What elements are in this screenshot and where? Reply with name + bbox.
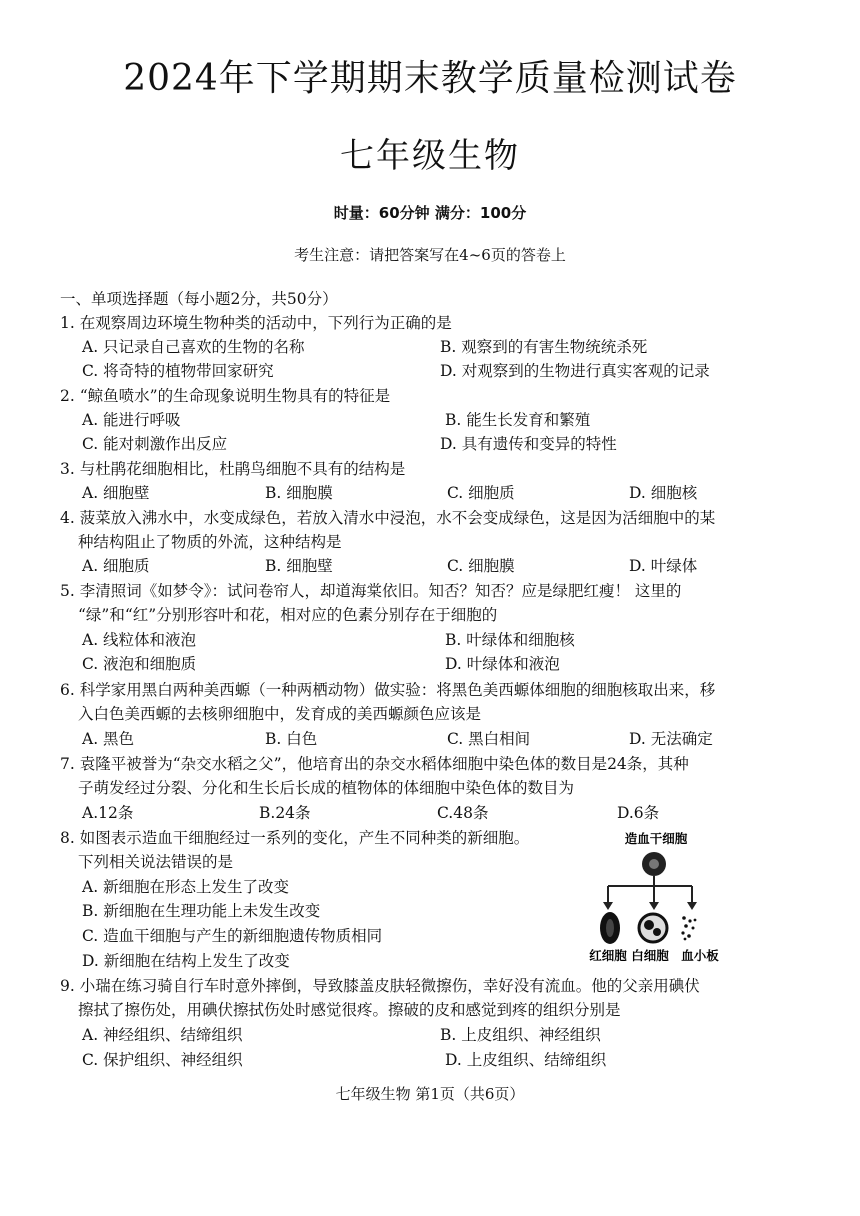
question-stem: 9. 小瑞在练习骑自行车时意外摔倒，导致膝盖皮肤轻微擦伤，幸好没有流血。他的父亲用碘伏 xyxy=(60,977,700,995)
option: C.48条 xyxy=(437,804,489,822)
time-score: 时量：60分钟 满分：100分 xyxy=(333,204,527,222)
option: B. 细胞膜 xyxy=(265,484,333,502)
white-blood-cell-nucleus xyxy=(644,920,654,930)
exam-title: 2024年下学期期末教学质量检测试卷 xyxy=(123,58,737,99)
question-stem-cont: 入白色美西螈的去核卵细胞中，发育成的美西螈颜色应该是 xyxy=(78,705,482,723)
option: A. 细胞质 xyxy=(82,557,150,575)
red-blood-cell-label: 红细胞 xyxy=(589,948,627,963)
question-stem: 6. 科学家用黑白两种美西螈（一种两栖动物）做实验：将黑色美西螈体细胞的细胞核取出来，移 xyxy=(60,681,716,699)
arrow-head-right xyxy=(687,902,697,910)
white-blood-cell-label: 白细胞 xyxy=(631,948,669,963)
question-stem: 1. 在观察周边环境生物种类的活动中，下列行为正确的是 xyxy=(60,314,452,332)
question-stem: 8. 如图表示造血干细胞经过一系列的变化，产生不同种类的新细胞。 xyxy=(60,829,530,847)
question-stem: 2. “鲸鱼喷水”的生命现象说明生物具有的特征是 xyxy=(60,387,391,405)
option: C. 能对刺激作出反应 xyxy=(82,435,228,453)
white-blood-cell-nucleus xyxy=(653,928,661,936)
option: D. 对观察到的生物进行真实客观的记录 xyxy=(440,362,710,380)
option: D. 新细胞在结构上发生了改变 xyxy=(82,952,290,970)
option: A. 能进行呼吸 xyxy=(82,411,181,429)
option: C. 保护组织、神经组织 xyxy=(82,1051,243,1069)
option: D. 叶绿体 xyxy=(629,557,698,575)
option: D.6条 xyxy=(617,804,660,822)
page-footer: 七年级生物 第1页（共6页） xyxy=(335,1085,525,1103)
stem-cell-nucleus xyxy=(649,859,659,869)
red-blood-cell-center xyxy=(606,919,614,937)
option: D. 细胞核 xyxy=(629,484,698,502)
option: A. 细胞壁 xyxy=(82,484,150,502)
option: C. 黑白相间 xyxy=(447,730,531,748)
option: B. 细胞壁 xyxy=(265,557,333,575)
notice: 考生注意：请把答案写在4~6页的答卷上 xyxy=(294,246,566,264)
option: A. 新细胞在形态上发生了改变 xyxy=(82,878,290,896)
option: A. 黑色 xyxy=(82,730,135,748)
question-stem: 3. 与杜鹃花细胞相比，杜鹃鸟细胞不具有的结构是 xyxy=(60,460,406,478)
platelet-label: 血小板 xyxy=(681,948,719,963)
option: B. 观察到的有害生物统统杀死 xyxy=(440,338,648,356)
stem-cell-label: 造血干细胞 xyxy=(624,831,688,846)
question-stem-cont: 子萌发经过分裂、分化和生长后长成的植物体的体细胞中染色体的数目为 xyxy=(78,779,575,797)
option: B. 白色 xyxy=(265,730,318,748)
option: B.24条 xyxy=(259,804,311,822)
subject-title: 七年级生物 xyxy=(340,136,520,176)
question-stem-cont: 擦拭了擦伤处，用碘伏擦拭伤处时感觉很疼。擦破的皮和感觉到疼的组织分别是 xyxy=(78,1001,621,1019)
option: D. 无法确定 xyxy=(629,730,713,748)
option: A.12条 xyxy=(82,804,134,822)
option: B. 新细胞在生理功能上未发生改变 xyxy=(82,902,321,920)
question-stem-cont: “绿”和“红”分别形容叶和花，相对应的色素分别存在于细胞的 xyxy=(78,606,498,624)
option: A. 线粒体和液泡 xyxy=(82,631,197,649)
option: B. 叶绿体和细胞核 xyxy=(445,631,575,649)
option: D. 叶绿体和液泡 xyxy=(445,655,560,673)
question-stem: 5. 李清照词《如梦令》：试问卷帘人，却道海棠依旧。知否？知否？应是绿肥红瘦！ 这里的 xyxy=(60,582,682,600)
option: D. 上皮组织、结缔组织 xyxy=(445,1051,607,1069)
option: A. 神经组织、结缔组织 xyxy=(82,1026,243,1044)
question-stem-cont: 下列相关说法错误的是 xyxy=(78,853,234,871)
option: A. 只记录自己喜欢的生物的名称 xyxy=(82,338,305,356)
section-heading: 一、单项选择题（每小题2分，共50分） xyxy=(60,290,338,308)
option: C. 造血干细胞与产生的新细胞遗传物质相同 xyxy=(82,927,383,945)
option: C. 将奇特的植物带回家研究 xyxy=(82,362,274,380)
arrow-head-left xyxy=(603,902,613,910)
question-stem: 7. 袁隆平被誉为“杂交水稻之父”，他培育出的杂交水稻体细胞中染色体的数目是24条，其种 xyxy=(60,755,689,773)
option: C. 细胞膜 xyxy=(447,557,515,575)
option: D. 具有遗传和变异的特性 xyxy=(440,435,617,453)
platelet-icon xyxy=(681,916,696,940)
stem-cell-diagram xyxy=(586,826,826,976)
option: B. 上皮组织、神经组织 xyxy=(440,1026,601,1044)
arrow-head-middle xyxy=(649,902,659,910)
question-stem-cont: 种结构阻止了物质的外流，这种结构是 xyxy=(78,533,342,551)
option: C. 细胞质 xyxy=(447,484,515,502)
option: B. 能生长发育和繁殖 xyxy=(445,411,591,429)
option: C. 液泡和细胞质 xyxy=(82,655,197,673)
question-stem: 4. 菠菜放入沸水中，水变成绿色，若放入清水中浸泡，水不会变成绿色，这是因为活细胞中的某 xyxy=(60,509,716,527)
